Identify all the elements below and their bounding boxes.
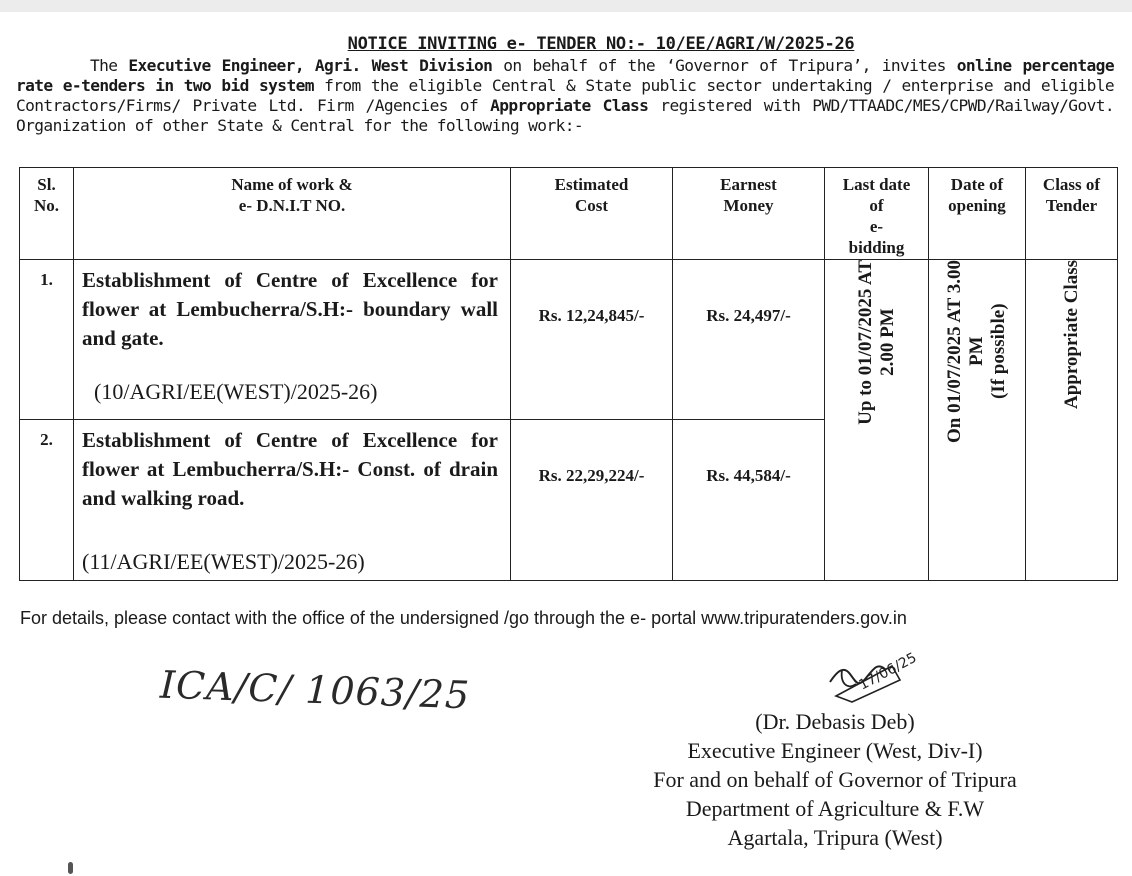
table-row <box>20 260 1118 420</box>
contact-note: For details, please contact with the office of the undersigned /go through the e- portal www.tripuratenders.gov.in <box>20 608 907 628</box>
signatory-block <box>600 707 1070 852</box>
row-earnest-money: Rs. 24,497/- <box>673 260 825 420</box>
intro-bold-2: online percentage rate e-tenders in two bid system <box>16 56 1114 95</box>
intro-text-4: registered with PWD/TTAADC/MES/CPWD/Railway/Govt. Organization of other State & Central for the following work:- <box>16 96 1115 135</box>
header-sl-no: Sl. No. <box>20 168 74 260</box>
header-estimated-cost: Estimated Cost <box>511 168 673 260</box>
intro-text-1: The <box>90 56 118 75</box>
header-class-of-tender: Class of Tender <box>1026 168 1118 260</box>
header-date-of-opening: Date of opening <box>929 168 1026 260</box>
dnit-number: (11/AGRI/EE(WEST)/2025-26) <box>82 549 365 574</box>
notice-title: NOTICE INVITING e- TENDER NO:- 10/EE/AGRI/W/2025-26 <box>347 34 855 54</box>
dnit-number: (10/AGRI/EE(WEST)/2025-26) <box>94 379 378 404</box>
row-estimated-cost: Rs. 22,29,224/- <box>511 420 673 581</box>
signatory-behalf: For and on behalf of Governor of Tripura <box>653 767 1017 792</box>
table-header-row <box>20 168 1118 260</box>
class-cell <box>1026 260 1118 581</box>
row-earnest-money: Rs. 44,584/- <box>673 420 825 581</box>
ink-mark <box>68 862 73 874</box>
notice-intro <box>16 56 1114 136</box>
last-date-cell <box>825 260 929 581</box>
handwritten-reference: ICA/C/ 1063/25 <box>159 662 471 718</box>
opening-date-text: On 01/07/2025 AT 3.00 PM (If possible) <box>944 260 1009 443</box>
row-estimated-cost: Rs. 12,24,845/- <box>511 260 673 420</box>
row-sl-no: 2. <box>20 420 74 581</box>
work-name: Establishment of Centre of Excellence for flower at Lembucherra/S.H:- boundary wall and gate. <box>82 268 498 350</box>
signatory-location: Agartala, Tripura (West) <box>727 825 943 850</box>
class-text: Appropriate Class <box>1060 260 1082 410</box>
row-work <box>74 260 511 420</box>
intro-bold-3: Appropriate Class <box>490 96 649 115</box>
intro-text-3: from the eligible Central & State public sector undertaking / enterprise and eligible Contractors/Firms/ Private Ltd. Firm /Agencies of <box>16 76 1114 115</box>
opening-date-cell <box>929 260 1026 581</box>
tender-table <box>19 167 1118 581</box>
intro-text-2: on behalf of the ‘Governor of Tripura’, invites <box>503 56 946 75</box>
header-earnest-money: Earnest Money <box>673 168 825 260</box>
signatory-designation: Executive Engineer (West, Div-I) <box>687 738 983 763</box>
intro-bold-1: Executive Engineer, Agri. West Division <box>128 56 493 75</box>
header-last-date: Last date of e- bidding <box>825 168 929 260</box>
work-name: Establishment of Centre of Excellence for flower at Lembucherra/S.H:- Const. of drain and walking road. <box>82 428 498 510</box>
signatory-name: (Dr. Debasis Deb) <box>755 709 915 734</box>
signatory-department: Department of Agriculture & F.W <box>685 796 985 821</box>
top-edge <box>0 0 1132 12</box>
last-date-text: Up to 01/07/2025 AT 2.00 PM <box>854 260 898 425</box>
row-work <box>74 420 511 581</box>
signature-date: 17/06/25 <box>856 649 920 694</box>
row-sl-no: 1. <box>20 260 74 420</box>
signature-scribble <box>822 640 932 710</box>
header-name-of-work: Name of work & e- D.N.I.T NO. <box>74 168 511 260</box>
